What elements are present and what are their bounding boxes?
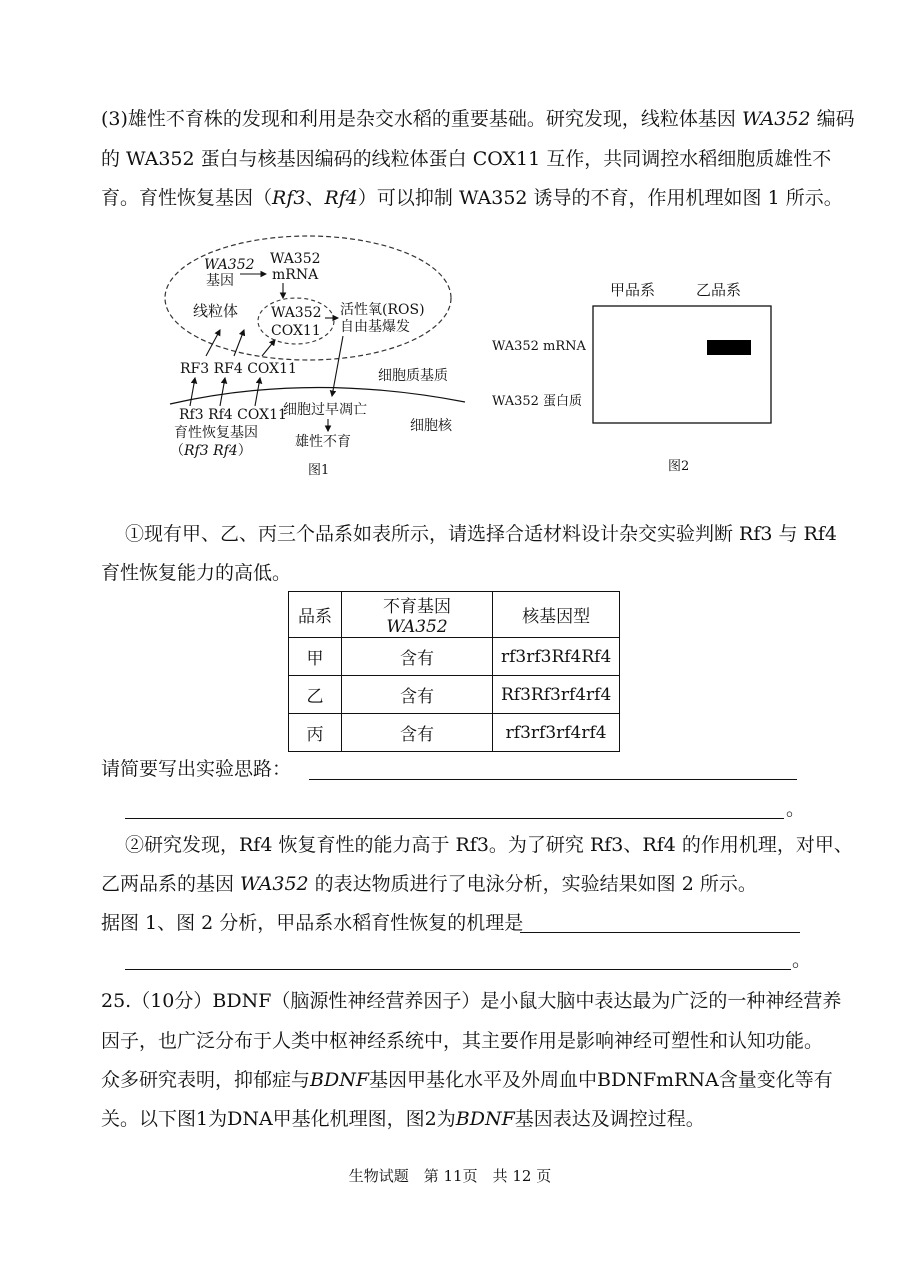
sub1-line-1: ①现有甲、乙、丙三个品系如表所示，请选择合适材料设计杂交实验判断 Rf3 与 Rf4 [125, 523, 837, 545]
sterile-label: 雄性不育 [295, 434, 351, 450]
page-footer: 生物试题 第 11页 共 12 页 [348, 1167, 552, 1185]
header-strain: 品系 [289, 592, 342, 638]
genes-label: Rf3 Rf4 COX11 [179, 407, 287, 423]
arrow-rf3-gene-to-protein [190, 378, 195, 406]
answer2-blank-line-2[interactable] [125, 969, 791, 970]
nucleus-label: 细胞核 [410, 418, 452, 434]
mitochondrion-label: 线粒体 [193, 302, 239, 320]
answer1-blank-line-2[interactable] [125, 818, 784, 819]
arrow-rf4-gene-to-protein [220, 378, 225, 406]
sub1-line-2: 育性恢复能力的高低。 [101, 562, 292, 584]
answer1-blank-line-1[interactable] [309, 779, 797, 780]
restore-label: 育性恢复基因 [174, 425, 258, 441]
row-protein-label: WA352 蛋白质 [492, 394, 583, 409]
complex-label-2: COX11 [271, 323, 321, 339]
q25-line-3: 众多研究表明，抑郁症与BDNF基因甲基化水平及外周血中BDNFmRNA含量变化等有 [101, 1069, 833, 1091]
cell-gene: 含有 [342, 676, 493, 714]
cytoplasm-label: 细胞质基质 [378, 368, 448, 384]
table-row [289, 676, 620, 714]
figure-2-gel [486, 272, 786, 478]
figure-1-caption: 图1 [308, 463, 330, 478]
gel-frame [593, 306, 771, 423]
table-row [289, 714, 620, 752]
col-b-label: 乙品系 [696, 281, 742, 299]
answer1-period: 。 [786, 798, 806, 820]
figure-1-diagram [160, 232, 480, 482]
cell-gene: 含有 [342, 638, 493, 676]
wa352-gene-label-2: 基因 [206, 273, 234, 289]
strain-table [288, 591, 620, 752]
q25-line-1: 25.（10分）BDNF（脑源性神经营养因子）是小鼠大脑中表达最为广泛的一种神经营养 [101, 990, 842, 1012]
band-b-mrna [707, 340, 751, 355]
sub2-line-1: ②研究发现，Rf4 恢复育性的能力高于 Rf3。为了研究 Rf3、Rf4 的作用机理，对甲、 [125, 834, 853, 856]
sub2-line-3: 据图 1、图 2 分析，甲品系水稻育性恢复的机理是 [101, 912, 524, 934]
col-a-label: 甲品系 [610, 281, 656, 299]
header-genotype: 核基因型 [493, 592, 620, 638]
ros-label: 活性氧(ROS) [340, 302, 425, 318]
table-header-row [289, 592, 620, 638]
complex-label-1: WA352 [271, 305, 322, 321]
q3-line-2: 的 WA352 蛋白与核基因编码的线粒体蛋白 COX11 互作，共同调控水稻细胞质雄性不 [101, 148, 832, 170]
table-row [289, 638, 620, 676]
q25-line-2: 因子，也广泛分布于人类中枢神经系统中，其主要作用是影响神经可塑性和认知功能。 [101, 1030, 824, 1052]
cell-gene: 含有 [342, 714, 493, 752]
proteins-label: RF3 RF4 COX11 [180, 361, 297, 377]
wa352-mrna-label-2: mRNA [272, 267, 319, 283]
q25-line-4: 关。以下图1为DNA甲基化机理图，图2为BDNF基因表达及调控过程。 [101, 1108, 705, 1130]
q3-line-1: (3)雄性不育株的发现和利用是杂交水稻的重要基础。研究发现，线粒体基因 WA352 编码 [101, 108, 855, 130]
apoptosis-label: 细胞过早凋亡 [283, 402, 367, 418]
arrow-ros-to-apoptosis [332, 336, 343, 396]
arrow-cox11-gene-to-protein [255, 378, 260, 406]
answer2-period: 。 [792, 949, 812, 971]
q3-line-3: 育。育性恢复基因（Rf3、Rf4）可以抑制 WA352 诱导的不育，作用机理如图 1 所示。 [101, 187, 843, 209]
sub2-line-2: 乙两品系的基因 WA352 的表达物质进行了电泳分析，实验结果如图 2 所示。 [101, 873, 757, 895]
figure-2-caption: 图2 [668, 459, 690, 474]
row-mrna-label: WA352 mRNA [492, 339, 586, 354]
cell-strain: 乙 [289, 676, 342, 714]
restore-label-2: （Rf3 Rf4） [170, 443, 252, 459]
cell-genotype: rf3rf3Rf4Rf4 [493, 638, 620, 676]
wa352-mrna-label: WA352 [270, 251, 321, 267]
cell-genotype: Rf3Rf3rf4rf4 [493, 676, 620, 714]
cell-genotype: rf3rf3rf4rf4 [493, 714, 620, 752]
answer1-prompt: 请简要写出实验思路： [101, 758, 292, 780]
wa352-gene-label: WA352 [204, 257, 255, 273]
cell-strain: 甲 [289, 638, 342, 676]
ros-label-2: 自由基爆发 [340, 319, 410, 335]
arrow-cox11-to-complex [262, 340, 275, 356]
answer2-blank-line-1[interactable] [520, 932, 800, 933]
header-gene: 不育基因 WA352 [342, 592, 493, 638]
cell-strain: 丙 [289, 714, 342, 752]
